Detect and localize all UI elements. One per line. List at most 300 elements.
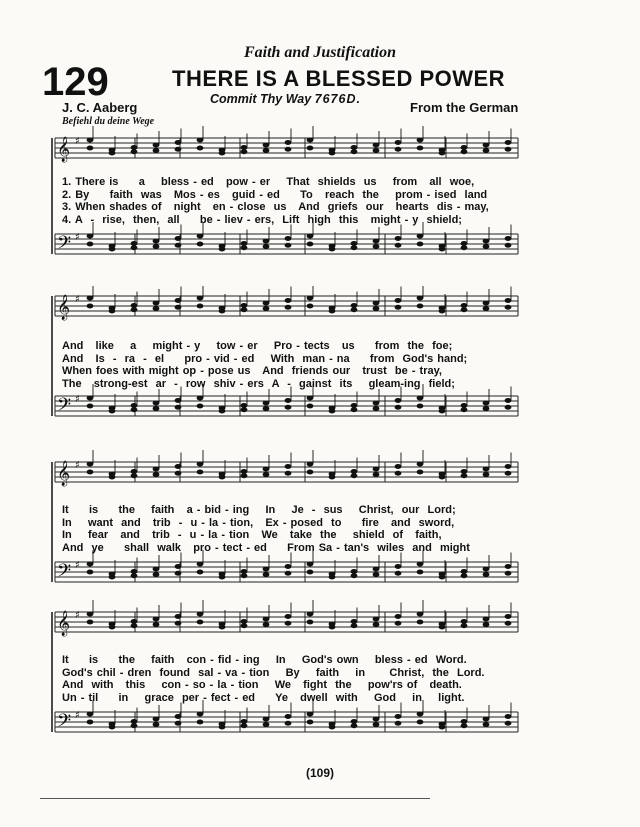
notehead <box>373 622 380 627</box>
notehead <box>483 301 490 306</box>
notehead <box>219 247 226 252</box>
notehead <box>351 473 358 478</box>
notehead <box>197 304 204 309</box>
bass-staff <box>55 700 518 736</box>
notehead <box>351 149 358 154</box>
notehead <box>417 234 424 239</box>
notehead <box>483 306 490 311</box>
notehead <box>439 409 446 414</box>
notehead <box>505 621 512 626</box>
notehead <box>153 622 160 627</box>
notehead <box>417 242 424 247</box>
notehead <box>505 464 512 469</box>
notehead <box>175 298 182 303</box>
notehead <box>219 475 226 480</box>
notehead <box>307 304 314 309</box>
notehead <box>87 242 94 247</box>
notehead <box>395 140 402 145</box>
notehead <box>351 623 358 628</box>
notehead <box>329 475 336 480</box>
notehead <box>175 140 182 145</box>
lyric-verse-4: 4. A - rise, then, all be - liev - ers, Lift high this might - y shield; <box>62 213 462 226</box>
notehead <box>87 720 94 725</box>
notehead <box>131 149 138 154</box>
notehead <box>197 612 204 617</box>
treble-staff-clef: 𝄞 <box>57 611 71 636</box>
notehead <box>87 138 94 143</box>
hymn-title: THERE IS A BLESSED POWER <box>172 66 506 91</box>
key-signature-sharp: ♯ <box>75 294 80 305</box>
notehead <box>395 305 402 310</box>
meter: 7676D. <box>314 92 361 106</box>
notehead <box>263 148 270 153</box>
notehead <box>483 148 490 153</box>
notehead <box>461 623 468 628</box>
lyric-verse-3: In fear and trib - u - la - tion We take the shield of faith, <box>62 529 442 541</box>
notehead <box>285 398 292 403</box>
notehead <box>197 620 204 625</box>
notehead <box>153 148 160 153</box>
notehead <box>329 309 336 314</box>
notehead <box>439 575 446 580</box>
section-heading: Faith and Justification <box>243 44 397 61</box>
notehead <box>483 143 490 148</box>
notehead <box>373 722 380 727</box>
lyric-verse-4: And ye shall walk pro - tect - ed From Sa - tan's wiles and might <box>62 541 470 554</box>
notehead <box>483 239 490 244</box>
notehead <box>175 405 182 410</box>
key-signature-sharp: ♯ <box>75 136 80 147</box>
notehead <box>263 467 270 472</box>
lyric-verse-2: In want and trib - u - la - tion, Ex - posed to fire and sword, <box>62 516 455 529</box>
notehead <box>263 572 270 577</box>
notehead <box>285 464 292 469</box>
notehead <box>175 236 182 241</box>
notehead <box>373 472 380 477</box>
notehead <box>263 301 270 306</box>
notehead <box>505 305 512 310</box>
notehead <box>483 622 490 627</box>
notehead <box>219 409 226 414</box>
notehead <box>87 712 94 717</box>
notehead <box>285 714 292 719</box>
notehead <box>87 234 94 239</box>
notehead <box>373 244 380 249</box>
notehead <box>439 151 446 156</box>
notehead <box>263 401 270 406</box>
notehead <box>263 306 270 311</box>
notehead <box>175 471 182 476</box>
notehead <box>153 244 160 249</box>
notehead <box>285 405 292 410</box>
notehead <box>307 720 314 725</box>
notehead <box>153 301 160 306</box>
notehead <box>131 407 138 412</box>
notehead <box>417 138 424 143</box>
notehead <box>461 307 468 312</box>
notehead <box>373 406 380 411</box>
notehead <box>175 147 182 152</box>
notehead <box>153 306 160 311</box>
notehead <box>373 301 380 306</box>
notehead <box>439 475 446 480</box>
notehead <box>153 617 160 622</box>
notehead <box>197 146 204 151</box>
lyric-verse-3: When foes with might op - pose us And friends our trust be - tray, <box>62 365 442 377</box>
notehead <box>395 243 402 248</box>
notehead <box>307 470 314 475</box>
notehead <box>373 617 380 622</box>
notehead <box>197 234 204 239</box>
notehead <box>175 305 182 310</box>
notehead <box>109 575 116 580</box>
treble-staff <box>55 450 518 486</box>
notehead <box>307 404 314 409</box>
notehead <box>373 143 380 148</box>
notehead <box>285 298 292 303</box>
notehead <box>241 573 248 578</box>
notehead <box>395 471 402 476</box>
bass-staff-clef: 𝄢 <box>57 395 72 420</box>
notehead <box>483 244 490 249</box>
notehead <box>285 614 292 619</box>
key-signature-sharp: ♯ <box>75 560 80 571</box>
notehead <box>263 717 270 722</box>
notehead <box>241 407 248 412</box>
notehead <box>175 564 182 569</box>
notehead <box>307 296 314 301</box>
notehead <box>329 151 336 156</box>
notehead <box>109 151 116 156</box>
notehead <box>417 470 424 475</box>
key-signature-sharp: ♯ <box>75 710 80 721</box>
source-attribution: From the German <box>410 100 519 115</box>
treble-staff <box>55 126 518 162</box>
notehead <box>417 712 424 717</box>
notehead <box>153 401 160 406</box>
notehead <box>307 462 314 467</box>
notehead <box>329 575 336 580</box>
notehead <box>219 151 226 156</box>
notehead <box>395 564 402 569</box>
notehead <box>87 296 94 301</box>
treble-staff-clef: 𝄞 <box>57 295 71 320</box>
notehead <box>153 717 160 722</box>
lyric-verse-1: It is the faith con - fid - ing In God's own bless - ed Word. <box>62 654 467 666</box>
notehead <box>153 472 160 477</box>
notehead <box>263 567 270 572</box>
notehead <box>307 138 314 143</box>
notehead <box>373 148 380 153</box>
notehead <box>505 721 512 726</box>
hymn-number: 129 <box>42 60 109 104</box>
notehead <box>461 245 468 250</box>
lyric-verse-2: God's chil - dren found sal - va - tion By faith in Christ, the Lord. <box>62 666 485 679</box>
notehead <box>395 298 402 303</box>
notehead <box>351 307 358 312</box>
notehead <box>417 570 424 575</box>
notehead <box>329 247 336 252</box>
notehead <box>175 721 182 726</box>
notehead <box>175 243 182 248</box>
key-signature-sharp: ♯ <box>75 394 80 405</box>
treble-staff <box>55 286 518 320</box>
notehead <box>395 571 402 576</box>
notehead <box>373 239 380 244</box>
notehead <box>373 717 380 722</box>
notehead <box>131 473 138 478</box>
notehead <box>241 245 248 250</box>
notehead <box>131 573 138 578</box>
notehead <box>131 245 138 250</box>
page-number: (109) <box>305 766 334 780</box>
notehead <box>109 475 116 480</box>
lyric-verse-1: It is the faith a - bid - ing In Je - sus Christ, our Lord; <box>62 504 456 516</box>
notehead <box>461 573 468 578</box>
notehead <box>395 621 402 626</box>
notehead <box>285 147 292 152</box>
notehead <box>505 714 512 719</box>
notehead <box>197 712 204 717</box>
notehead <box>483 467 490 472</box>
notehead <box>197 462 204 467</box>
treble-staff <box>55 600 518 636</box>
notehead <box>395 614 402 619</box>
notehead <box>175 621 182 626</box>
notehead <box>219 309 226 314</box>
notehead <box>153 572 160 577</box>
notehead <box>395 405 402 410</box>
notehead <box>461 407 468 412</box>
notehead <box>197 396 204 401</box>
notehead <box>153 239 160 244</box>
notehead <box>197 720 204 725</box>
notehead <box>241 149 248 154</box>
bass-staff-clef: 𝄢 <box>57 561 72 586</box>
notehead <box>307 712 314 717</box>
tune-line <box>210 92 361 106</box>
key-signature-sharp: ♯ <box>75 232 80 243</box>
notehead <box>417 720 424 725</box>
notehead <box>263 244 270 249</box>
notehead <box>87 396 94 401</box>
notehead <box>241 307 248 312</box>
notehead <box>505 243 512 248</box>
notehead <box>285 621 292 626</box>
notehead <box>373 401 380 406</box>
notehead <box>505 564 512 569</box>
notehead <box>351 407 358 412</box>
notehead <box>505 298 512 303</box>
notehead <box>417 562 424 567</box>
notehead <box>175 464 182 469</box>
notehead <box>351 723 358 728</box>
notehead <box>131 623 138 628</box>
treble-staff-clef: 𝄞 <box>57 461 71 486</box>
lyric-verse-1: 1. There is a bless - ed pow - er That shields us from all woe, <box>62 176 475 188</box>
notehead <box>307 234 314 239</box>
notehead <box>461 149 468 154</box>
key-signature-sharp: ♯ <box>75 460 80 471</box>
notehead <box>417 462 424 467</box>
notehead <box>307 620 314 625</box>
notehead <box>417 396 424 401</box>
key-signature-sharp: ♯ <box>75 610 80 621</box>
notehead <box>417 612 424 617</box>
notehead <box>87 462 94 467</box>
notehead <box>219 575 226 580</box>
notehead <box>483 722 490 727</box>
notehead <box>483 617 490 622</box>
notehead <box>109 625 116 630</box>
notehead <box>351 573 358 578</box>
notehead <box>439 725 446 730</box>
notehead <box>197 404 204 409</box>
notehead <box>395 714 402 719</box>
notehead <box>505 236 512 241</box>
notehead <box>439 309 446 314</box>
notehead <box>373 467 380 472</box>
notehead <box>505 571 512 576</box>
lyrics-system-1 <box>62 176 512 226</box>
notehead <box>263 406 270 411</box>
treble-staff-clef: 𝄞 <box>57 137 71 162</box>
notehead <box>87 146 94 151</box>
notehead <box>285 564 292 569</box>
lyric-verse-2: 2. By faith was Mos - es guid - ed To reach the prom - ised land <box>62 188 488 201</box>
notehead <box>197 242 204 247</box>
notehead <box>285 305 292 310</box>
notehead <box>329 625 336 630</box>
notehead <box>373 567 380 572</box>
notehead <box>505 147 512 152</box>
notehead <box>87 404 94 409</box>
notehead <box>307 242 314 247</box>
notehead <box>505 614 512 619</box>
notehead <box>461 723 468 728</box>
bottom-rule <box>40 798 430 799</box>
notehead <box>197 470 204 475</box>
notehead <box>109 409 116 414</box>
author: J. C. Aaberg <box>62 100 138 115</box>
notehead <box>307 570 314 575</box>
notehead <box>373 572 380 577</box>
lyric-verse-3: And with this con - so - la - tion We fight the pow'rs of death. <box>62 679 462 691</box>
notehead <box>263 722 270 727</box>
notehead <box>109 309 116 314</box>
notehead <box>175 614 182 619</box>
notehead <box>373 306 380 311</box>
notehead <box>307 396 314 401</box>
notehead <box>483 401 490 406</box>
notehead <box>153 722 160 727</box>
lyrics-system-4 <box>62 654 512 704</box>
notehead <box>175 714 182 719</box>
notehead <box>263 472 270 477</box>
notehead <box>87 470 94 475</box>
notehead <box>131 723 138 728</box>
notehead <box>395 721 402 726</box>
notehead <box>87 612 94 617</box>
notehead <box>395 464 402 469</box>
notehead <box>153 567 160 572</box>
lyric-verse-4: The strong-est ar - row shiv - ers A - gainst its gleam-ing field; <box>62 377 455 390</box>
notehead <box>285 236 292 241</box>
lyric-verse-4: Un - til in grace per - fect - ed Ye dwell with God in light. <box>62 691 465 704</box>
notehead <box>307 146 314 151</box>
notehead <box>131 307 138 312</box>
lyric-verse-1: And like a might - y tow - er Pro - tects us from the foe; <box>62 340 453 352</box>
notehead <box>241 723 248 728</box>
lyrics-system-2 <box>62 340 512 390</box>
notehead <box>307 612 314 617</box>
notehead <box>285 243 292 248</box>
notehead <box>175 571 182 576</box>
lyrics-system-3 <box>62 504 512 554</box>
notehead <box>153 467 160 472</box>
notehead <box>417 296 424 301</box>
notehead <box>483 572 490 577</box>
notehead <box>483 567 490 572</box>
notehead <box>285 721 292 726</box>
notehead <box>219 725 226 730</box>
notehead <box>153 143 160 148</box>
bass-staff-clef: 𝄢 <box>57 233 72 258</box>
notehead <box>439 247 446 252</box>
notehead <box>417 304 424 309</box>
notehead <box>417 620 424 625</box>
notehead <box>417 404 424 409</box>
notehead <box>395 398 402 403</box>
notehead <box>505 405 512 410</box>
notehead <box>153 406 160 411</box>
notehead <box>505 471 512 476</box>
notehead <box>395 236 402 241</box>
notehead <box>109 725 116 730</box>
notehead <box>483 406 490 411</box>
notehead <box>197 296 204 301</box>
notehead <box>87 562 94 567</box>
lyric-verse-2: And Is - ra - el pro - vid - ed With man - na from God's hand; <box>62 352 468 365</box>
notehead <box>87 304 94 309</box>
notehead <box>307 562 314 567</box>
notehead <box>395 147 402 152</box>
notehead <box>197 562 204 567</box>
notehead <box>87 620 94 625</box>
notehead <box>417 146 424 151</box>
notehead <box>175 398 182 403</box>
notehead <box>197 570 204 575</box>
notehead <box>285 571 292 576</box>
notehead <box>285 471 292 476</box>
notehead <box>329 725 336 730</box>
notehead <box>329 409 336 414</box>
bass-staff <box>55 222 518 258</box>
notehead <box>351 245 358 250</box>
notehead <box>241 473 248 478</box>
notehead <box>219 625 226 630</box>
notehead <box>241 623 248 628</box>
notehead <box>87 570 94 575</box>
notehead <box>263 622 270 627</box>
notehead <box>483 717 490 722</box>
notehead <box>109 247 116 252</box>
lyric-verse-3: 3. When shades of night en - close us And griefs our hearts dis - may, <box>62 201 489 213</box>
notehead <box>197 138 204 143</box>
notehead <box>263 143 270 148</box>
notehead <box>483 472 490 477</box>
tune-name: Commit Thy Way <box>210 92 312 106</box>
